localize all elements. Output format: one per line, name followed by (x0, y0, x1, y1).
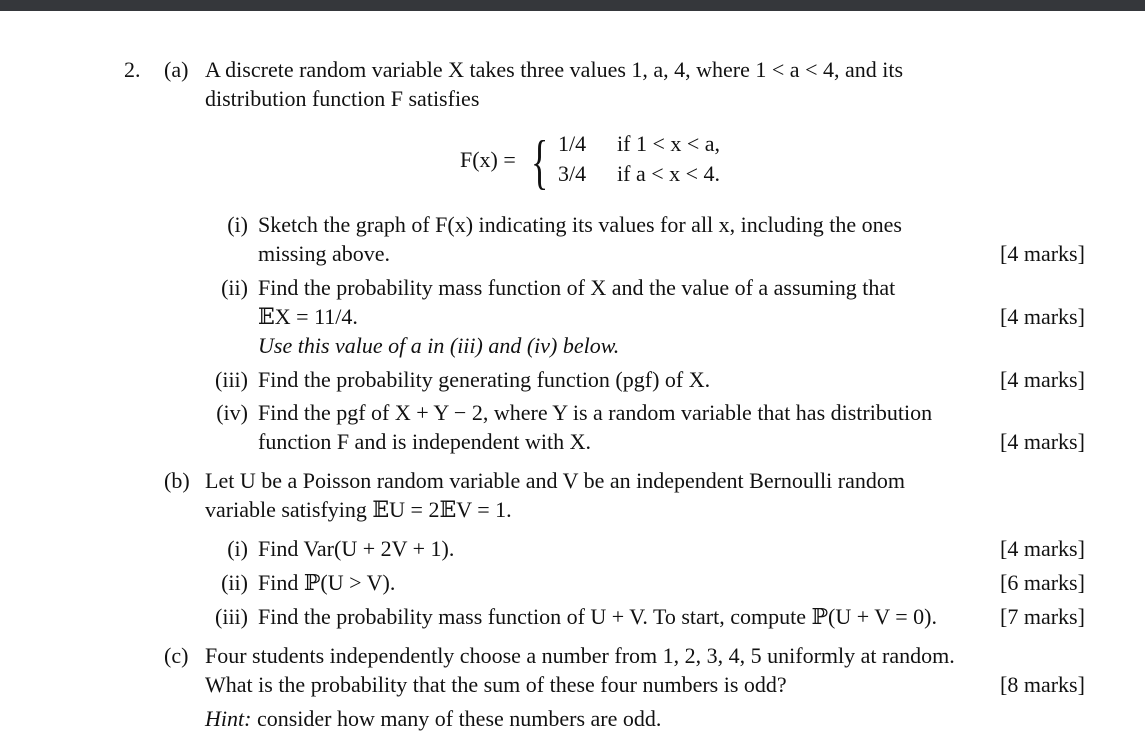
part-b-intro-line1: Let U be a Poisson random variable and V be an independent Bernoulli random (205, 468, 905, 493)
part-a-iv-marks: [4 marks] (1000, 429, 1085, 454)
part-b-iii-line1: Find the probability mass function of U + V. To start, compute ℙ(U + V = 0). (258, 604, 937, 629)
part-a-ii-line2: 𝔼X = 11/4. (258, 304, 358, 329)
part-a-i-label: (i) (227, 212, 248, 237)
part-c-line2: What is the probability that the sum of these four numbers is odd? (205, 672, 787, 697)
part-a-i-marks: [4 marks] (1000, 241, 1085, 266)
part-b-ii-marks: [6 marks] (1000, 570, 1085, 595)
part-c-marks: [8 marks] (1000, 672, 1085, 697)
part-b-ii-line1: Find ℙ(U > V). (258, 570, 396, 595)
question-number: 2. (124, 57, 141, 82)
part-a-iv-line2: function F and is independent with X. (258, 429, 592, 454)
part-c-line1: Four students independently choose a number from 1, 2, 3, 4, 5 uniformly at random. (205, 643, 955, 668)
formula-brace: { (531, 129, 549, 195)
hint-label: Hint: (205, 706, 252, 731)
formula-case2-condition: if a < x < 4. (617, 161, 721, 186)
part-a-ii-label: (ii) (221, 275, 248, 300)
part-a-ii-note: Use this value of a in (iii) and (iv) below. (258, 333, 620, 358)
formula-case1-condition: if 1 < x < a, (617, 131, 721, 156)
formula-case2-value: 3/4 (558, 161, 587, 186)
part-a-ii-marks: [4 marks] (1000, 304, 1085, 329)
part-a-label: (a) (164, 57, 189, 82)
top-bar (0, 0, 1145, 11)
part-a-ii-line1: Find the probability mass function of X and the value of a assuming that (258, 275, 896, 300)
part-a-i-line2: missing above. (258, 241, 390, 266)
part-b-i-marks: [4 marks] (1000, 536, 1085, 561)
part-c-label: (c) (164, 643, 189, 668)
part-b-iii-label: (iii) (215, 604, 248, 629)
hint-text: consider how many of these numbers are odd. (256, 706, 662, 731)
part-a-iii-marks: [4 marks] (1000, 367, 1085, 392)
part-a-iv-label: (iv) (216, 400, 248, 425)
formula-lhs: F(x) = (460, 147, 516, 172)
part-b-intro-line2: variable satisfying 𝔼U = 2𝔼V = 1. (205, 497, 512, 522)
formula-case1-value: 1/4 (558, 131, 587, 156)
part-a-intro-line1: A discrete random variable X takes three values 1, a, 4, where 1 < a < 4, and its (205, 57, 904, 82)
part-a-iii-line1: Find the probability generating function (pgf) of X. (258, 367, 711, 392)
part-b-i-line1: Find Var(U + 2V + 1). (258, 536, 455, 561)
part-b-iii-marks: [7 marks] (1000, 604, 1085, 629)
part-b-i-label: (i) (227, 536, 248, 561)
part-b-ii-label: (ii) (221, 570, 248, 595)
part-c-hint (205, 705, 661, 733)
part-a-i-line1: Sketch the graph of F(x) indicating its values for all x, including the ones (258, 212, 902, 237)
part-a-intro-line2: distribution function F satisfies (205, 86, 480, 111)
part-b-label: (b) (164, 468, 190, 493)
part-a-iii-label: (iii) (215, 367, 248, 392)
part-a-iv-line1: Find the pgf of X + Y − 2, where Y is a random variable that has distribution (258, 400, 933, 425)
